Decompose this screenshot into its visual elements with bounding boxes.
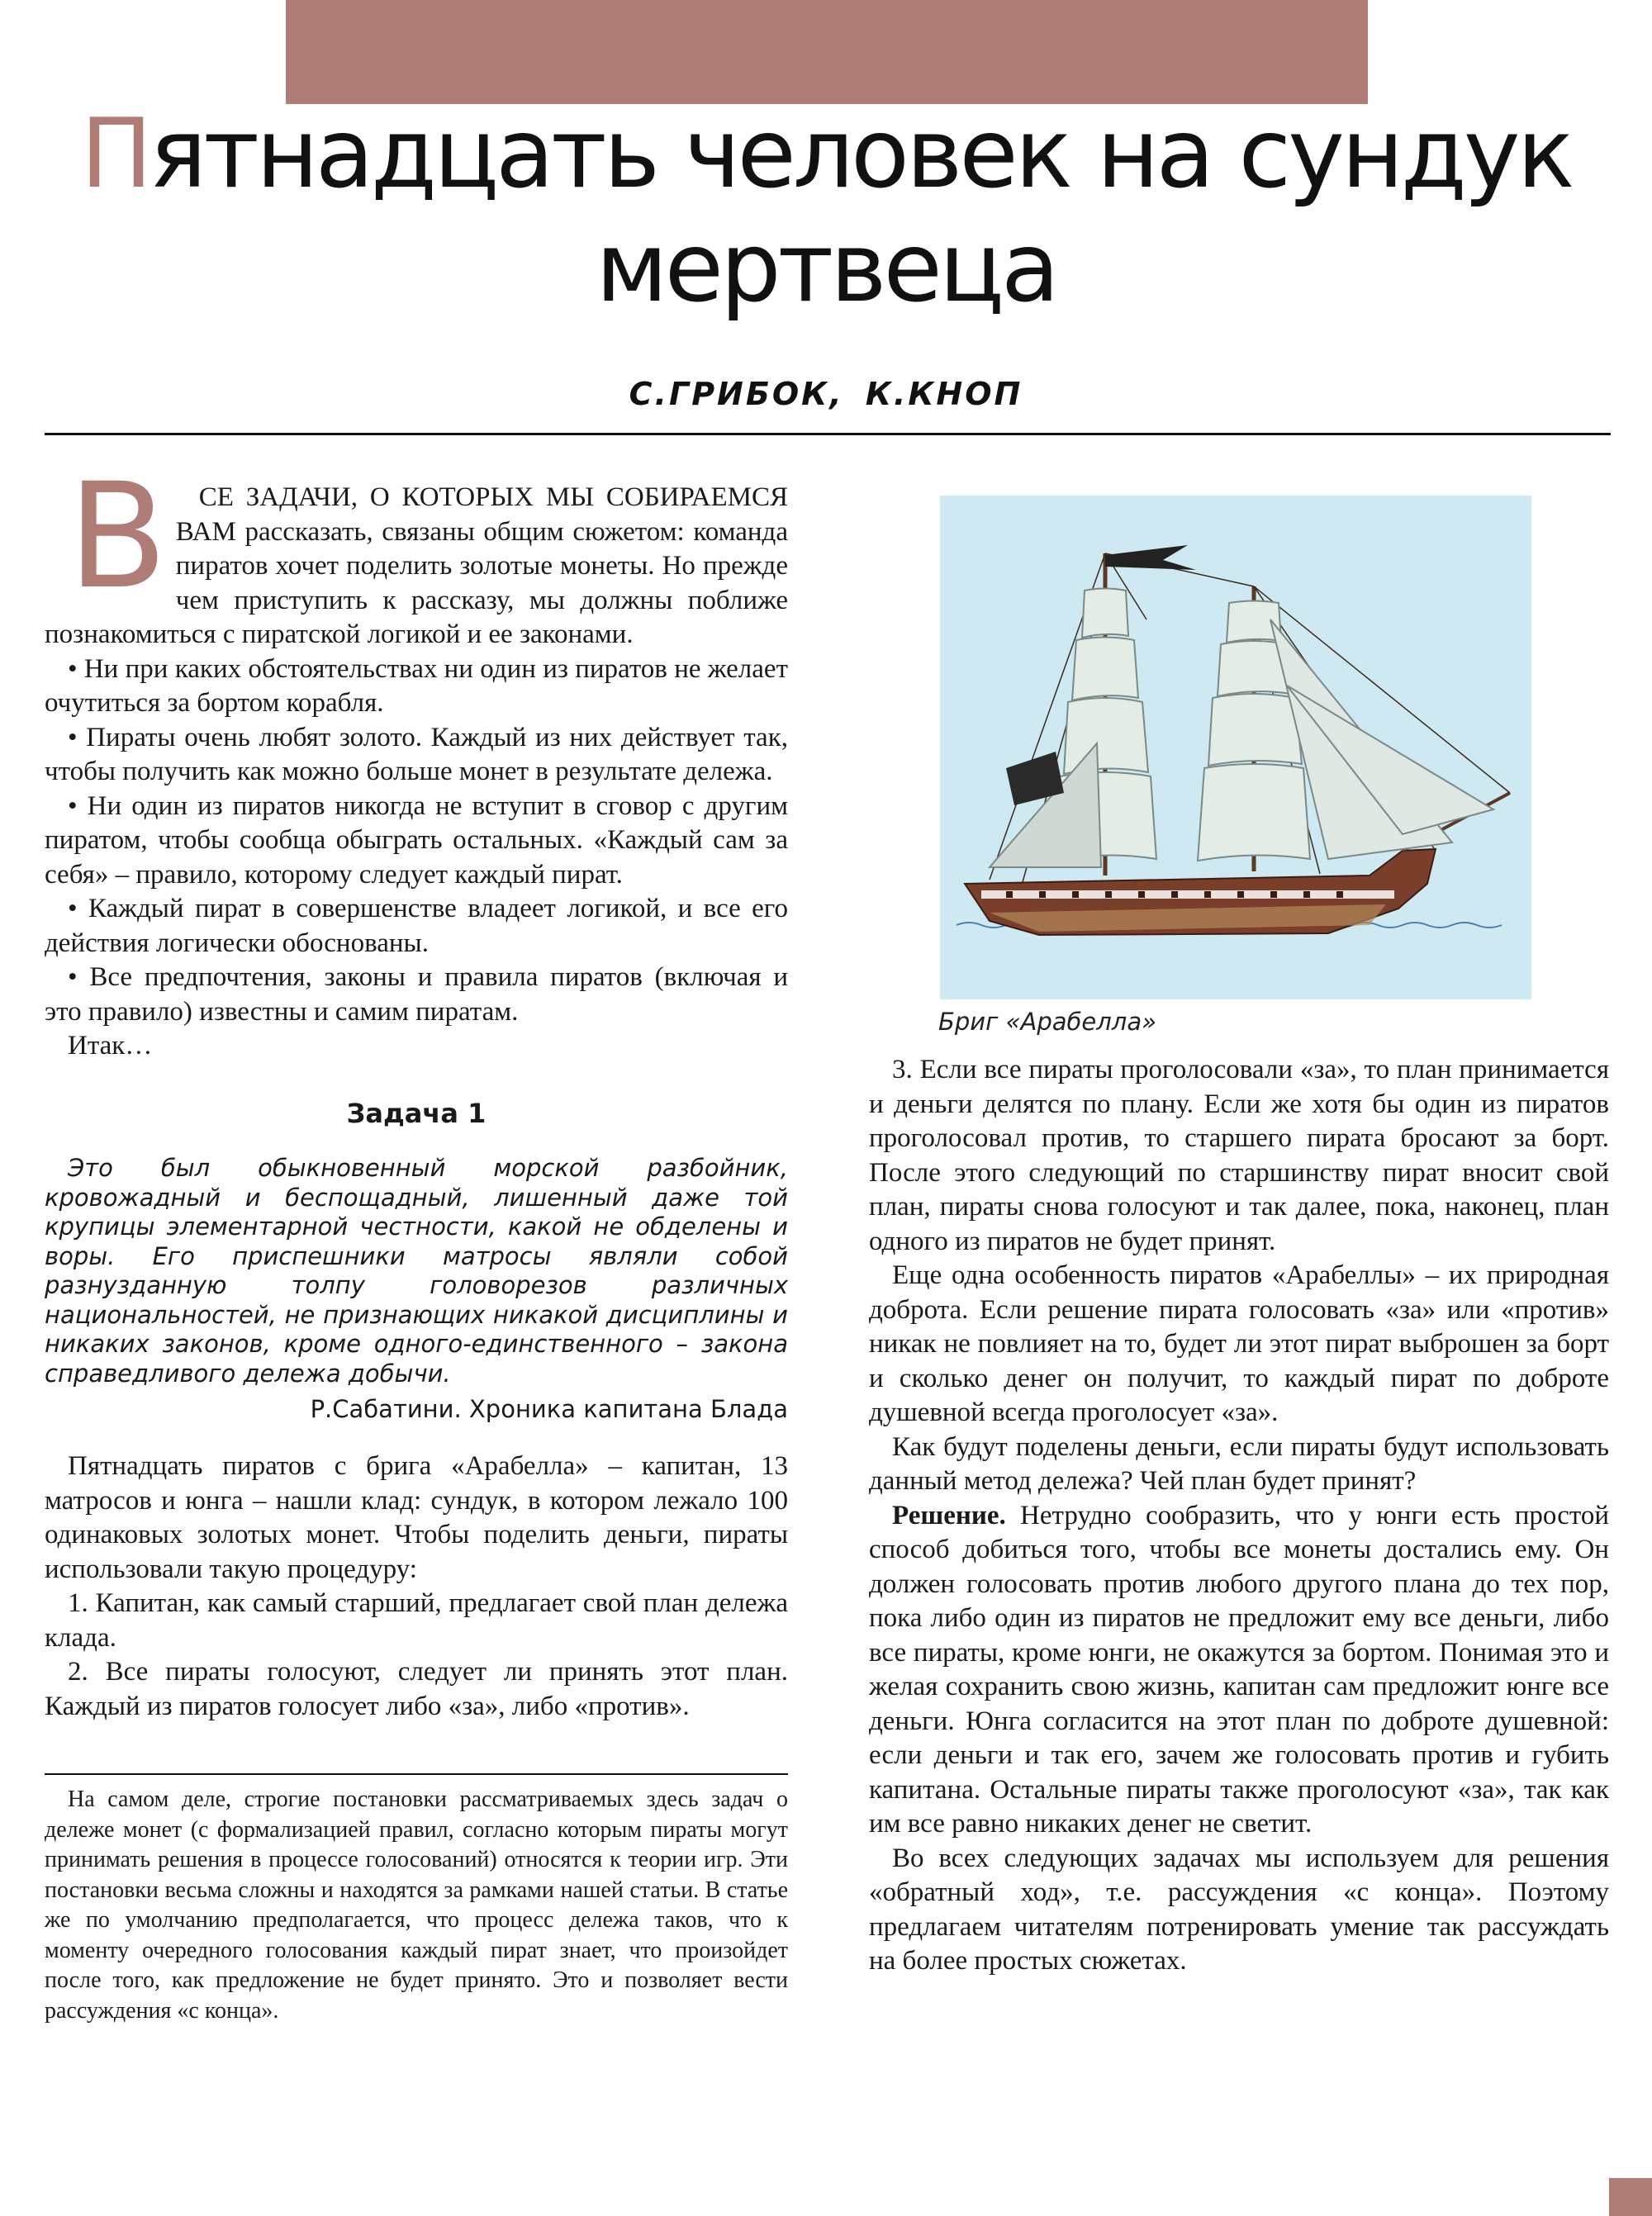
rule-item: • Каждый пират в совершенстве владеет логикой, и все его действия логически обоснованы. bbox=[45, 894, 788, 958]
title-first-letter: П bbox=[80, 98, 150, 210]
brig-ship-icon bbox=[940, 496, 1531, 999]
solution-paragraph bbox=[869, 1499, 1609, 1842]
article-authors: С.ГРИБОК, К.КНОП bbox=[629, 376, 1023, 412]
task-paragraph: Еще одна особенность пиратов «Арабеллы» – их природная доброта. Если решение пирата голосовать «за» или «против» никак не повлияет на то, будет ли этот пират выброшен за борт и сколько денег он получит, то каждый пират по доброте душевной всегда проголосует «за». bbox=[869, 1260, 1609, 1427]
page-corner-tab bbox=[1609, 2178, 1652, 2216]
intro-text: СЕ ЗАДАЧИ, О КОТОРЫХ МЫ СОБИРАЕМСЯ ВАМ рассказать, связаны общим сюжетом: команда пиратов хочет поделить золотые монеты. Но прежде чем приступить к рассказу, мы должны поближе познакомиться с пиратской логикой и ее законами. bbox=[45, 482, 788, 649]
footnote-divider bbox=[45, 1773, 788, 1775]
final-paragraph: Во всех следующих задачах мы используем для решения «обратный ход», т.е. рассуждения «с конца». Поэтому предлагаем читателям потренировать умение так рассуждать на более простых сюжетах. bbox=[869, 1843, 1609, 1976]
drop-cap: В bbox=[68, 452, 168, 621]
intro-paragraph bbox=[45, 452, 788, 652]
header-color-bar bbox=[286, 0, 1368, 104]
task-paragraph: 3. Если все пираты проголосовали «за», то план принимается и деньги делятся по плану. Если же хотя бы один из пиратов проголосовал против, то старшего пирата бросают за борт. После этого следующий по старшинству пират вносит свой план, пираты снова голосуют и так далее, пока, наконец, план одного из пиратов не будет принят. bbox=[869, 1055, 1609, 1256]
ship-illustration bbox=[940, 496, 1531, 999]
task-paragraph: Пятнадцать пиратов с брига «Арабелла» – капитан, 13 матросов и юнга – нашли клад: сундук, в котором лежало 100 одинаковых золотых монет. Чтобы поделить деньги, пираты использовали такую процедуру: bbox=[45, 1451, 788, 1584]
rule-item: • Ни при каких обстоятельствах ни один из пиратов не желает очутиться за бортом корабля. bbox=[45, 653, 788, 718]
title-divider bbox=[45, 433, 1611, 435]
illustration-caption: Бриг «Арабелла» bbox=[938, 1008, 1156, 1036]
footnote: На самом деле, строгие постановки рассматриваемых здесь задач о дележе монет (с формализацией правил, согласно которым пираты могут принимать решения в процессе голосований) относятся к теории игр. Эти постановки весьма сложны и находятся за рамками нашей статьи. В статье же по умолчанию предполагается, что процесс дележа таков, что к моменту очередного голосования каждый пират знает, что произойдет после того, как предложение не будет принято. Это и позволяет вести рассуждения «с конца». bbox=[45, 1787, 788, 2024]
left-column bbox=[45, 452, 788, 2026]
epigraph: Это был обыкновенный морской разбойник, кровожадный и беспощадный, лишенный даже той крупицы элементарной честности, какой не обделены и воры. Его приспешники матросы являли собой разнузданную толпу головорезов различных национальностей, не признающих никакой дисциплины и никаких законов, кроме одного-единственного – закона справедливого дележа добычи. bbox=[45, 1154, 788, 1388]
title-text: ятнадцать человек на сундук мертвеца bbox=[149, 98, 1572, 324]
rule-item: • Пираты очень любят золото. Каждый из них действует так, чтобы получить как можно больше монет в результате дележа. bbox=[45, 722, 788, 786]
solution-label: Решение. bbox=[892, 1500, 1006, 1530]
task-paragraph: 2. Все пираты голосуют, следует ли принять этот план. Каждый из пиратов голосует либо «за», либо «против». bbox=[45, 1657, 788, 1721]
task-paragraph: Как будут поделены деньги, если пираты будут использовать данный метод дележа? Чей план будет принят? bbox=[869, 1431, 1609, 1496]
task-heading: Задача 1 bbox=[346, 1097, 487, 1129]
article-title bbox=[50, 97, 1602, 325]
rule-item: • Все предпочтения, законы и правила пиратов (включая и это правило) известны и самим пиратам. bbox=[45, 962, 788, 1027]
solution-text: Нетрудно сообразить, что у юнги есть простой способ добиться того, чтобы все монеты достались ему. Он должен голосовать против любого другого плана до тех пор, пока либо один из пиратов не предложит ему все деньги, либо все пираты, кроме юнги, не окажутся за бортом. Понимая это и желая сохранить свою жизнь, капитан сам предложит юнге все деньги. Юнга согласится на этот план по доброте душевной: если деньги и так его, зачем же голосовать против и губить капитана. Остальные пираты также проголосуют «за», так как им все равно никаких денег не светит. bbox=[869, 1500, 1609, 1839]
intro-closing: Итак… bbox=[68, 1031, 153, 1061]
rule-item: • Ни один из пиратов никогда не вступит в сговор с другим пиратом, чтобы сообща обыграть остальных. «Каждый сам за себя» – правило, которому следует каждый пират. bbox=[45, 790, 788, 890]
task-paragraph: 1. Капитан, как самый старший, предлагает свой план дележа клада. bbox=[45, 1588, 788, 1653]
right-column bbox=[869, 1053, 1609, 1979]
epigraph-attribution: Р.Сабатини. Хроника капитана Блада bbox=[310, 1395, 788, 1423]
